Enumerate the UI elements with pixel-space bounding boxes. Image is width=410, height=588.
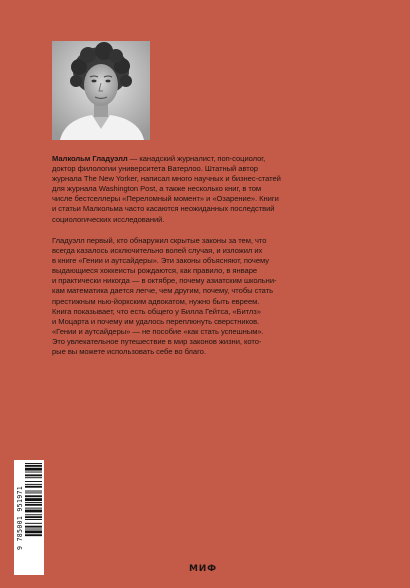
description-line: «Гении и аутсайдеры» — не пособие «как стать успешным». [52, 326, 264, 336]
bio-line: социологических исследований. [52, 214, 165, 224]
description-line: всегда казалось исключительно волей случая, и изложил их [52, 246, 263, 256]
description-line: и Моцарта и почему им удалось переплюнуть сверстников. [52, 316, 260, 326]
description-line: рые вы можете использовать себе во благо. [52, 347, 206, 357]
barcode-digits [16, 462, 24, 573]
bio-line: журнала The New Yorker, написал много научных и бизнес-статей [52, 174, 281, 184]
author-photo [52, 41, 150, 140]
publisher-logo: МИФ [189, 564, 217, 574]
description-line: Книга показывает, что есть общего у Билла Гейтса, «Битлз» [52, 306, 261, 316]
description-line: престижным нью-йоркским адвокатом, нужно быть евреем. [52, 296, 260, 306]
isbn-barcode [14, 460, 44, 575]
bio-line: доктор филологии университета Ватерлоо. Штатный автор [52, 164, 258, 174]
description-line: Это увлекательное путешествие в мир законов жизни, кото- [52, 336, 262, 346]
bio-line: и статьи Малкольма часто касаются неожиданных последствий [52, 204, 275, 214]
book-description [52, 236, 352, 357]
description-line: в книге «Гении и аутсайдеры». Эти законы объясняют, почему [52, 256, 269, 266]
bio-line-text: — канадский журналист, поп-социолог, [127, 154, 266, 163]
bio-line [52, 154, 352, 164]
author-bio [52, 154, 352, 225]
barcode-number: 9 785001 951971 [16, 485, 25, 550]
description-line: и практически никогда — в октябре, почему азиатским школьни- [52, 276, 277, 286]
description-line: выдающиеся хоккеисты рождаются, как правило, в январе [52, 266, 258, 276]
author-name: Малкольм Гладуэлл [52, 154, 128, 163]
description-line: кам математика дается легче, чем другим, почему, чтобы стать [52, 286, 274, 296]
description-line: Гладуэлл первый, кто обнаружил скрытые законы за тем, что [52, 236, 267, 245]
bio-line: числе бестселлеры «Переломный момент» и «Озарение». Книги [52, 194, 279, 204]
bio-line: для журнала Washington Post, а также несколько книг, в том [52, 184, 262, 194]
